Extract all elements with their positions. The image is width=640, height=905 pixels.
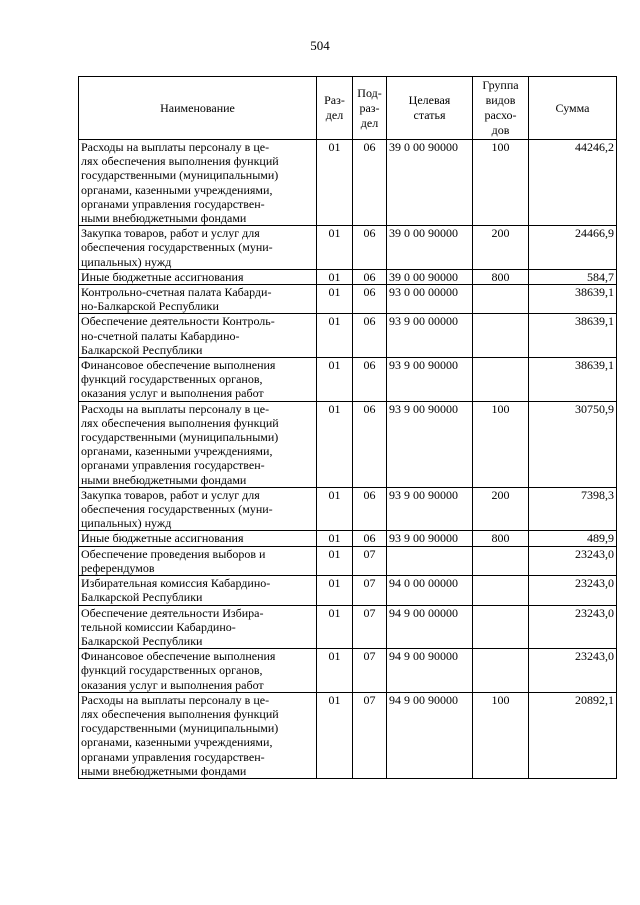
table-row [79, 140, 617, 226]
row-section: 01 [317, 649, 353, 693]
row-sum: 20892,1 [529, 692, 617, 778]
header-subsection-label: Под- раз- дел [357, 85, 382, 130]
row-section: 01 [317, 140, 353, 226]
header-sum [529, 77, 617, 140]
row-target: 93 9 00 90000 [387, 358, 473, 402]
header-group-label: Группа видов расхо- дов [482, 78, 519, 137]
row-name: Финансовое обеспечение выполнения функций государственных органов, оказания услуг и выполнения работ [79, 649, 317, 693]
row-target [387, 546, 473, 575]
row-sum: 38639,1 [529, 314, 617, 358]
header-section [317, 77, 353, 140]
row-section: 01 [317, 314, 353, 358]
row-group: 100 [473, 692, 529, 778]
row-sum: 23243,0 [529, 649, 617, 693]
row-name: Обеспечение деятельности Контроль- но-счетной палаты Кабардино- Балкарской Республики [79, 314, 317, 358]
row-target: 94 9 00 90000 [387, 649, 473, 693]
row-target: 93 0 00 00000 [387, 285, 473, 314]
row-sum: 38639,1 [529, 358, 617, 402]
row-section: 01 [317, 285, 353, 314]
row-subsection: 07 [353, 649, 387, 693]
row-sum: 489,9 [529, 531, 617, 546]
row-subsection: 07 [353, 692, 387, 778]
row-sum: 38639,1 [529, 285, 617, 314]
row-section: 01 [317, 358, 353, 402]
row-group [473, 314, 529, 358]
row-name: Обеспечение деятельности Избира- тельной комиссии Кабардино- Балкарской Республики [79, 605, 317, 649]
row-name: Иные бюджетные ассигнования [79, 531, 317, 546]
header-subsection [353, 77, 387, 140]
row-section: 01 [317, 401, 353, 487]
row-subsection: 06 [353, 269, 387, 284]
row-sum: 584,7 [529, 269, 617, 284]
table-row [79, 314, 617, 358]
header-section-label: Раз- дел [324, 93, 345, 122]
row-group [473, 576, 529, 605]
row-name: Закупка товаров, работ и услуг для обеспечения государственных (муни- ципальных) нужд [79, 487, 317, 531]
row-sum: 30750,9 [529, 401, 617, 487]
row-section: 01 [317, 605, 353, 649]
row-subsection: 06 [353, 140, 387, 226]
row-subsection: 06 [353, 314, 387, 358]
row-subsection: 07 [353, 605, 387, 649]
row-subsection: 06 [353, 401, 387, 487]
row-name: Обеспечение проведения выборов и референдумов [79, 546, 317, 575]
table-row [79, 226, 617, 270]
row-name: Расходы на выплаты персоналу в це- лях обеспечения выполнения функций государственными (муниципальными) органами, казенными учреждениями, органами управления государствен- ными внебюджетными фондами [79, 401, 317, 487]
header-sum-label: Сумма [555, 100, 590, 115]
row-target: 93 9 00 90000 [387, 487, 473, 531]
table-row [79, 576, 617, 605]
row-target: 94 0 00 00000 [387, 576, 473, 605]
row-sum: 23243,0 [529, 546, 617, 575]
row-name: Расходы на выплаты персоналу в це- лях обеспечения выполнения функций государственными (муниципальными) органами, казенными учреждениями, органами управления государствен- ными внебюджетными фондами [79, 140, 317, 226]
row-target: 94 9 00 90000 [387, 692, 473, 778]
header-target [387, 77, 473, 140]
table-row [79, 692, 617, 778]
row-subsection: 06 [353, 531, 387, 546]
row-group [473, 358, 529, 402]
header-name-label: Наименование [160, 100, 235, 115]
row-group: 800 [473, 531, 529, 546]
row-sum: 7398,3 [529, 487, 617, 531]
row-section: 01 [317, 226, 353, 270]
row-section: 01 [317, 692, 353, 778]
row-name: Иные бюджетные ассигнования [79, 269, 317, 284]
table-row [79, 487, 617, 531]
table-header-row [79, 77, 617, 140]
table-row [79, 269, 617, 284]
row-target: 39 0 00 90000 [387, 140, 473, 226]
row-name: Избирательная комиссия Кабардино- Балкарской Республики [79, 576, 317, 605]
row-target: 39 0 00 90000 [387, 269, 473, 284]
header-name [79, 77, 317, 140]
row-section: 01 [317, 546, 353, 575]
table-row [79, 531, 617, 546]
table-row [79, 358, 617, 402]
row-group [473, 605, 529, 649]
table-row [79, 649, 617, 693]
row-section: 01 [317, 531, 353, 546]
row-group [473, 546, 529, 575]
row-target: 94 9 00 00000 [387, 605, 473, 649]
row-section: 01 [317, 487, 353, 531]
page-number: 504 [310, 38, 330, 53]
row-sum: 24466,9 [529, 226, 617, 270]
row-sum: 44246,2 [529, 140, 617, 226]
row-group: 200 [473, 226, 529, 270]
row-subsection: 07 [353, 576, 387, 605]
row-group [473, 285, 529, 314]
row-group: 800 [473, 269, 529, 284]
row-target: 93 9 00 00000 [387, 314, 473, 358]
table-row [79, 401, 617, 487]
row-subsection: 06 [353, 226, 387, 270]
table-row [79, 546, 617, 575]
row-name: Контрольно-счетная палата Кабарди- но-Балкарской Республики [79, 285, 317, 314]
row-name: Финансовое обеспечение выполнения функций государственных органов, оказания услуг и выполнения работ [79, 358, 317, 402]
budget-table [78, 76, 617, 779]
row-target: 93 9 00 90000 [387, 401, 473, 487]
row-group: 100 [473, 140, 529, 226]
table-row [79, 605, 617, 649]
row-name: Закупка товаров, работ и услуг для обеспечения государственных (муни- ципальных) нужд [79, 226, 317, 270]
row-group: 100 [473, 401, 529, 487]
row-target: 93 9 00 90000 [387, 531, 473, 546]
row-target: 39 0 00 90000 [387, 226, 473, 270]
row-section: 01 [317, 269, 353, 284]
row-section: 01 [317, 576, 353, 605]
row-sum: 23243,0 [529, 605, 617, 649]
row-sum: 23243,0 [529, 576, 617, 605]
row-group: 200 [473, 487, 529, 531]
header-group [473, 77, 529, 140]
row-name: Расходы на выплаты персоналу в це- лях обеспечения выполнения функций государственными (муниципальными) органами, казенными учреждениями, органами управления государствен- ными внебюджетными фондами [79, 692, 317, 778]
row-subsection: 06 [353, 358, 387, 402]
table-row [79, 285, 617, 314]
row-subsection: 07 [353, 546, 387, 575]
row-subsection: 06 [353, 487, 387, 531]
row-group [473, 649, 529, 693]
row-subsection: 06 [353, 285, 387, 314]
header-target-label: Целевая статья [408, 93, 451, 122]
